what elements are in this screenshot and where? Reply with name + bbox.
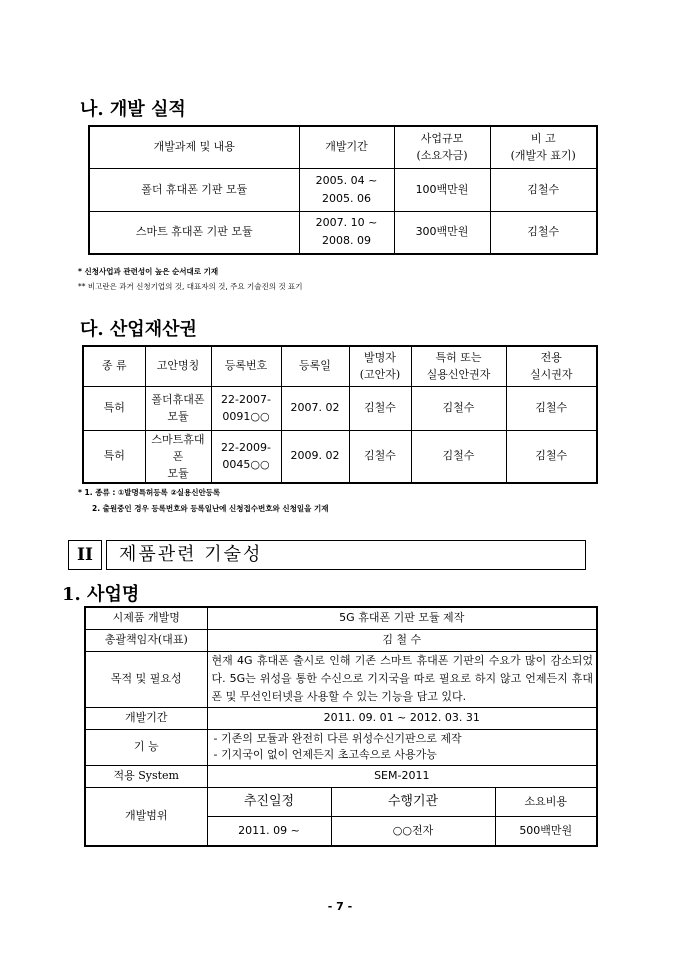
- function-line-1: - 기존의 모듈과 완전히 다른 위성수신기판으로 제작: [213, 732, 462, 745]
- label-purpose: 목적 및 필요성: [85, 651, 207, 707]
- dev-scale: 100백만원: [394, 168, 490, 211]
- dev-period: 2007. 10 ~ 2008. 09: [299, 211, 394, 254]
- ip-name: 스마트휴대폰 모듈: [145, 430, 211, 483]
- value-purpose: 현재 4G 휴대폰 출시로 인해 기존 스마트 휴대폰 기판의 수요가 많이 감소되었다. 5G는 위성을 통한 수신으로 기지국을 따로 필요로 하지 않고 언제든지 휴대폰 및 무선인터넷을 사용할 수 있는 기능을 담고 있다.: [207, 651, 597, 707]
- ip-reg-no: 22-2007- 0091○○: [211, 386, 281, 430]
- section-title-industrial-property: 다. 산업재산권: [80, 319, 197, 340]
- dev-header-note: 비 고 (개발자 표기): [490, 126, 597, 168]
- function-line-2: - 기지국이 없이 언제든지 초고속으로 사용가능: [213, 748, 437, 761]
- label-scope: 개발범위: [85, 787, 207, 846]
- scope-header-cost: 소요비용: [495, 787, 597, 816]
- dev-note-2: ** 비고란은 과거 신청기업의 것, 대표자의 것, 주요 기술진의 것 표기: [78, 282, 303, 291]
- project-table: [84, 606, 598, 847]
- ip-holder: 김철수: [411, 430, 506, 483]
- ip-header-date: 등록일: [281, 346, 349, 386]
- ip-header-reg-no: 등록번호: [211, 346, 281, 386]
- ip-header-name: 고안명칭: [145, 346, 211, 386]
- scope-value-schedule: 2011. 09 ~: [208, 817, 332, 845]
- table-row: [83, 386, 597, 430]
- ip-header-holder: 특허 또는 실용신안권자: [411, 346, 506, 386]
- development-record-table: [88, 125, 598, 255]
- ip-inventor: 김철수: [349, 386, 411, 430]
- label-period: 개발기간: [85, 707, 207, 729]
- value-manager: 김 철 수: [207, 629, 597, 651]
- ip-note-2: 2. 출원중인 경우 등록번호와 등록일난에 신청접수번호와 신청일을 기재: [92, 504, 329, 513]
- scope-value-org: ○○전자: [392, 823, 434, 837]
- dev-note: 김철수: [490, 168, 597, 211]
- ip-header-inventor: 발명자 (고안자): [349, 346, 411, 386]
- chapter-number-box: [68, 540, 102, 570]
- dev-task: 스마트 휴대폰 기판 모듈: [89, 211, 299, 254]
- value-function: [207, 729, 597, 765]
- ip-name: 폴더휴대폰 모듈: [145, 386, 211, 430]
- dev-note-1: * 신청사업과 관련성이 높은 순서대로 기재: [78, 267, 219, 276]
- ip-note-1: * 1. 종류 : ①발명특허등록 ②실용신안등록: [78, 488, 221, 497]
- ip-type: 특허: [83, 430, 145, 483]
- scope-value-cost: 500백만원: [495, 816, 597, 846]
- page-number: - 7 -: [327, 900, 353, 913]
- chapter-title: 제품관련 기술성: [119, 544, 263, 565]
- dev-header-task: 개발과제 및 내용: [89, 126, 299, 168]
- value-product: 5G 휴대폰 기판 모듈 제작: [207, 607, 597, 629]
- dev-header-period: 개발기간: [299, 126, 394, 168]
- table-row: [89, 168, 597, 211]
- scope-header-org-label: 수행기관: [387, 793, 439, 809]
- table-row: [89, 211, 597, 254]
- ip-header-type: 종 류: [83, 346, 145, 386]
- label-system: 적용 System: [85, 765, 207, 787]
- scope-values: [207, 816, 495, 846]
- dev-note: 김철수: [490, 211, 597, 254]
- industrial-property-table: [82, 345, 598, 484]
- ip-date: 2009. 02: [281, 430, 349, 483]
- dev-scale: 300백만원: [394, 211, 490, 254]
- chapter-title-box: [106, 540, 586, 570]
- ip-type: 특허: [83, 386, 145, 430]
- table-row: [83, 430, 597, 483]
- scope-header-schedule: [207, 787, 495, 816]
- label-product: 시제품 개발명: [85, 607, 207, 629]
- ip-licensee: 김철수: [506, 430, 597, 483]
- ip-reg-no: 22-2009- 0045○○: [211, 430, 281, 483]
- label-manager: 총괄책임자(대표): [85, 629, 207, 651]
- ip-holder: 김철수: [411, 386, 506, 430]
- section-title-development-record: 나. 개발 실적: [80, 99, 186, 120]
- ip-licensee: 김철수: [506, 386, 597, 430]
- label-function: 기 능: [85, 729, 207, 765]
- scope-header-schedule-label: 추진일정: [208, 788, 332, 816]
- dev-period: 2005. 04 ~ 2005. 06: [299, 168, 394, 211]
- ip-header-licensee: 전용 실시권자: [506, 346, 597, 386]
- ip-date: 2007. 02: [281, 386, 349, 430]
- section-title-project-name: 1. 사업명: [62, 584, 140, 605]
- dev-header-scale: 사업규모 (소요자금): [394, 126, 490, 168]
- value-system: SEM-2011: [207, 765, 597, 787]
- ip-inventor: 김철수: [349, 430, 411, 483]
- value-period: 2011. 09. 01 ~ 2012. 03. 31: [207, 707, 597, 729]
- chapter-number: II: [77, 545, 93, 565]
- dev-task: 폴더 휴대폰 기판 모듈: [89, 168, 299, 211]
